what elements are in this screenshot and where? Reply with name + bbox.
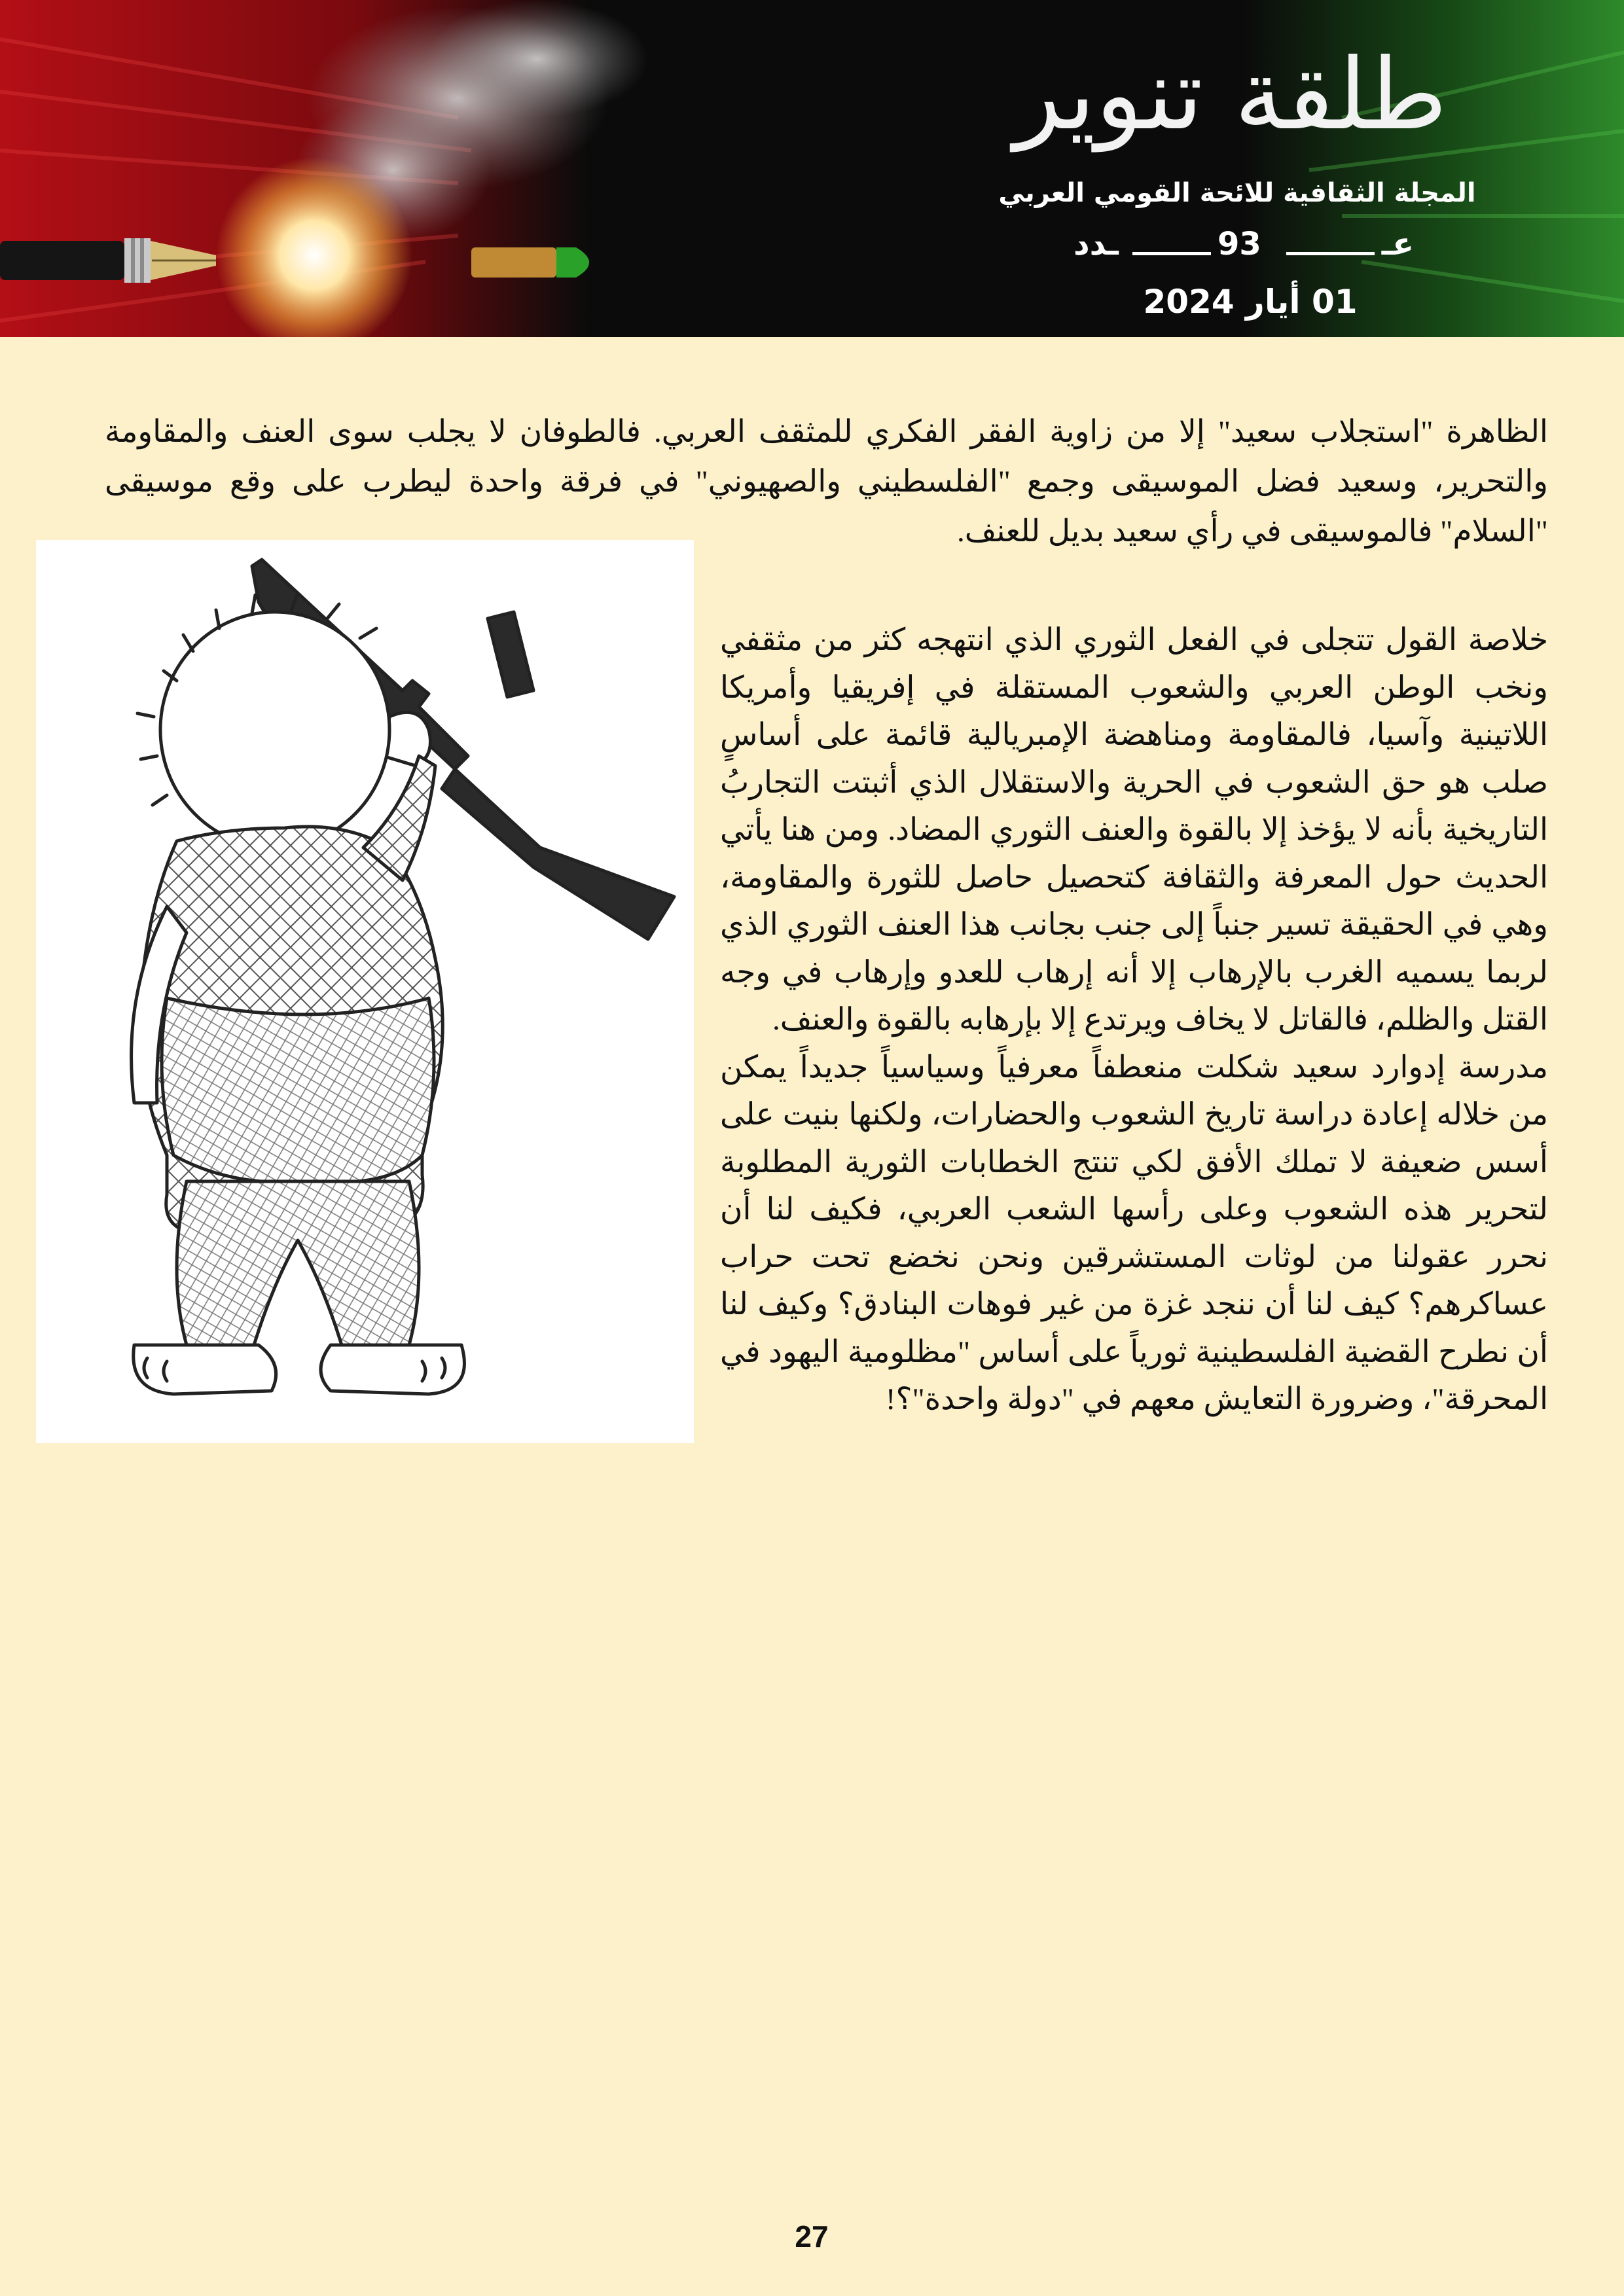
handala-illustration [36,540,694,1443]
issue-dash [1286,252,1375,255]
issue-word-end: ـدد [1074,226,1119,262]
handala-drawing [36,540,694,1443]
intro-paragraph: الظاهرة "استجلاب سعيد" إلا من زاوية الفقر الفكري للمثقف العربي. فالطوفان لا يجلب سوى العنف والمقاومة والتحرير، وسعيد فضل الموسيقى وجمع "الفلسطيني والصهيوني" في فرقة واحدة ليطرب على وقع موسيقى "السلام" فالموسيقى في رأي سعيد بديل للعنف. [105,415,1548,548]
issue-dash [1132,252,1211,255]
issue-word-start: عـ [1381,226,1414,262]
magazine-banner [0,0,1624,337]
issue-number-line [1074,226,1414,272]
body-paragraph: خلاصة القول تتجلى في الفعل الثوري الذي انتهجه كثر من مثقفي ونخب الوطن العربي والشعوب المستقلة في إفريقيا وأمريكا اللاتينية وآسيا، فالمقاومة ومناهضة الإمبريالية قائمة على أساسٍ صلب هو حق الشعوب في الحرية والاستقلال الذي أثبتت التجاربُ التاريخية بأنه لا يؤخذ إلا بالقوة والعنف الثوري المضاد. ومن هنا يأتي الحديث حول المعرفة والثقافة كتحصيل حاصل للثورة والمقاومة، وهي في الحقيقة تسير جنباً إلى جنب بجانب هذا العنف الثوري الذي لربما يسميه الغرب بالإرهاب إلا أنه إرهاب للعدو وإرهاب في وجه القتل والظلم، فالقاتل لا يخاف ويرتدع إلا بإرهابه بالقوة والعنف. [720,623,1548,1037]
body-paragraph: مدرسة إدوارد سعيد شكلت منعطفاً معرفياً وسياسياً جديداً يمكن من خلاله إعادة دراسة تاريخ الشعوب والحضارات، ولكنها بنيت على أسس ضعيفة لا تملك الأفق لكي تنتج الخطابات الثورية المطلوبة لتحرير هذه الشعوب وعلى رأسها الشعب العربي، فكيف لنا أن نحرر عقولنا من لوثات المستشرقين ونحن نخضع تحت حراب عساكرهم؟ كيف لنا أن ننجد غزة من غير فوهات البنادق؟ وكيف لنا أن نطرح القضية الفلسطينية ثورياً على أساس "مظلومية اليهود في المحرقة"، وضرورة التعايش معهم في "دولة واحدة"؟! [720,1050,1548,1416]
article-body [720,617,1548,1424]
magazine-title: طلقة تنوير [1013,38,1448,152]
magazine-subtitle: المجلة الثقافية للائحة القومي العربي [998,178,1476,208]
issue-number: 93 [1218,226,1261,262]
page-number: 27 [795,2219,829,2253]
issue-date: 01 أيار 2024 [1143,283,1358,321]
